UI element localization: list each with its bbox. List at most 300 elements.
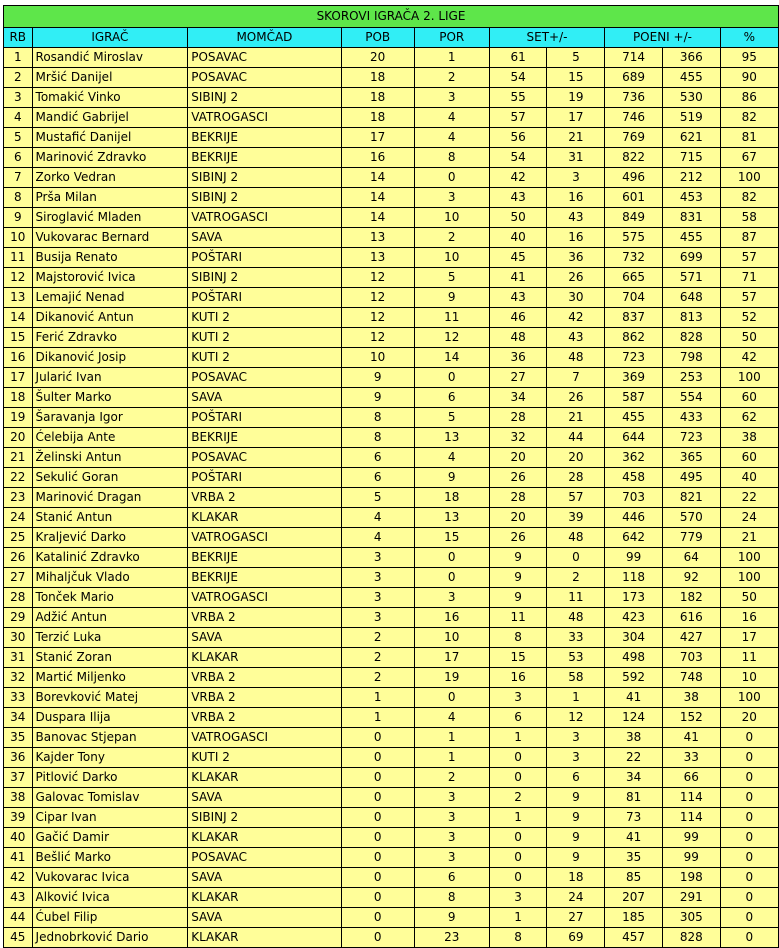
cell-losses: 5 [414, 268, 489, 288]
cell-win-percent: 0 [720, 748, 778, 768]
cell-wins: 9 [341, 368, 414, 388]
cell-wins: 3 [341, 568, 414, 588]
cell-points-lost: 570 [662, 508, 720, 528]
cell-sets-won: 3 [489, 688, 547, 708]
cell-points-won: 457 [605, 928, 663, 948]
cell-points-lost: 519 [662, 108, 720, 128]
cell-sets-won: 54 [489, 68, 547, 88]
cell-losses: 4 [414, 128, 489, 148]
cell-player-name: Adžić Antun [32, 608, 188, 628]
cell-points-lost: 798 [662, 348, 720, 368]
cell-player-name: Rosandić Miroslav [32, 48, 188, 68]
cell-player-name: Bešlić Marko [32, 848, 188, 868]
cell-rb: 45 [4, 928, 33, 948]
cell-win-percent: 0 [720, 828, 778, 848]
cell-points-won: 498 [605, 648, 663, 668]
cell-sets-lost: 12 [547, 708, 605, 728]
cell-sets-lost: 48 [547, 348, 605, 368]
cell-points-won: 601 [605, 188, 663, 208]
cell-player-name: Kajder Tony [32, 748, 188, 768]
cell-losses: 4 [414, 108, 489, 128]
cell-sets-won: 56 [489, 128, 547, 148]
cell-team-name: POSAVAC [188, 68, 341, 88]
header-rb: RB [4, 28, 33, 48]
cell-points-won: 22 [605, 748, 663, 768]
cell-wins: 18 [341, 108, 414, 128]
cell-wins: 0 [341, 828, 414, 848]
cell-points-won: 496 [605, 168, 663, 188]
cell-points-lost: 715 [662, 148, 720, 168]
cell-sets-won: 45 [489, 248, 547, 268]
cell-points-lost: 831 [662, 208, 720, 228]
cell-sets-lost: 26 [547, 268, 605, 288]
cell-rb: 8 [4, 188, 33, 208]
table-row [4, 388, 779, 408]
cell-sets-lost: 9 [547, 788, 605, 808]
cell-rb: 39 [4, 808, 33, 828]
cell-points-won: 99 [605, 548, 663, 568]
header-pct: % [720, 28, 778, 48]
cell-losses: 17 [414, 648, 489, 668]
cell-wins: 0 [341, 788, 414, 808]
cell-team-name: KLAKAR [188, 888, 341, 908]
cell-losses: 8 [414, 888, 489, 908]
cell-points-won: 714 [605, 48, 663, 68]
cell-rb: 2 [4, 68, 33, 88]
cell-win-percent: 24 [720, 508, 778, 528]
cell-losses: 0 [414, 568, 489, 588]
cell-win-percent: 57 [720, 288, 778, 308]
cell-sets-lost: 11 [547, 588, 605, 608]
cell-losses: 1 [414, 48, 489, 68]
cell-sets-lost: 26 [547, 388, 605, 408]
cell-team-name: BEKRIJE [188, 148, 341, 168]
cell-player-name: Sekulić Goran [32, 468, 188, 488]
cell-rb: 40 [4, 828, 33, 848]
cell-team-name: POSAVAC [188, 848, 341, 868]
cell-losses: 5 [414, 408, 489, 428]
cell-sets-won: 40 [489, 228, 547, 248]
cell-win-percent: 21 [720, 528, 778, 548]
cell-player-name: Tomakić Vinko [32, 88, 188, 108]
cell-player-name: Gačić Damir [32, 828, 188, 848]
cell-player-name: Dikanović Josip [32, 348, 188, 368]
cell-sets-won: 34 [489, 388, 547, 408]
cell-sets-won: 20 [489, 508, 547, 528]
cell-sets-won: 48 [489, 328, 547, 348]
header-row [4, 28, 779, 48]
cell-player-name: Ćelebija Ante [32, 428, 188, 448]
cell-sets-won: 0 [489, 868, 547, 888]
cell-win-percent: 42 [720, 348, 778, 368]
cell-points-won: 423 [605, 608, 663, 628]
cell-win-percent: 57 [720, 248, 778, 268]
cell-sets-lost: 30 [547, 288, 605, 308]
cell-team-name: VRBA 2 [188, 708, 341, 728]
cell-player-name: Katalinić Zdravko [32, 548, 188, 568]
cell-losses: 3 [414, 88, 489, 108]
cell-losses: 0 [414, 368, 489, 388]
cell-win-percent: 40 [720, 468, 778, 488]
cell-sets-lost: 28 [547, 468, 605, 488]
cell-team-name: POSAVAC [188, 368, 341, 388]
cell-sets-lost: 48 [547, 528, 605, 548]
cell-win-percent: 100 [720, 368, 778, 388]
cell-wins: 14 [341, 188, 414, 208]
cell-losses: 4 [414, 448, 489, 468]
cell-losses: 23 [414, 928, 489, 948]
cell-sets-lost: 16 [547, 188, 605, 208]
cell-points-lost: 828 [662, 328, 720, 348]
cell-win-percent: 50 [720, 588, 778, 608]
cell-points-won: 862 [605, 328, 663, 348]
cell-wins: 3 [341, 588, 414, 608]
cell-rb: 23 [4, 488, 33, 508]
cell-points-won: 185 [605, 908, 663, 928]
cell-points-lost: 828 [662, 928, 720, 948]
cell-team-name: SIBINJ 2 [188, 808, 341, 828]
cell-player-name: Vukovarac Bernard [32, 228, 188, 248]
cell-losses: 14 [414, 348, 489, 368]
cell-rb: 36 [4, 748, 33, 768]
cell-team-name: SIBINJ 2 [188, 88, 341, 108]
cell-sets-won: 57 [489, 108, 547, 128]
cell-player-name: Tonček Mario [32, 588, 188, 608]
cell-sets-won: 2 [489, 788, 547, 808]
cell-points-won: 587 [605, 388, 663, 408]
cell-sets-lost: 16 [547, 228, 605, 248]
cell-win-percent: 17 [720, 628, 778, 648]
table-row [4, 848, 779, 868]
cell-points-won: 41 [605, 688, 663, 708]
cell-rb: 37 [4, 768, 33, 788]
cell-points-won: 304 [605, 628, 663, 648]
cell-points-won: 207 [605, 888, 663, 908]
cell-wins: 8 [341, 428, 414, 448]
cell-points-lost: 38 [662, 688, 720, 708]
cell-player-name: Busija Renato [32, 248, 188, 268]
cell-sets-won: 6 [489, 708, 547, 728]
cell-player-name: Mustafić Danijel [32, 128, 188, 148]
cell-rb: 30 [4, 628, 33, 648]
cell-sets-lost: 43 [547, 208, 605, 228]
cell-player-name: Kraljević Darko [32, 528, 188, 548]
cell-points-won: 85 [605, 868, 663, 888]
cell-sets-lost: 17 [547, 108, 605, 128]
cell-losses: 3 [414, 188, 489, 208]
cell-losses: 8 [414, 148, 489, 168]
cell-team-name: KUTI 2 [188, 348, 341, 368]
cell-wins: 12 [341, 288, 414, 308]
table-row [4, 608, 779, 628]
cell-points-won: 723 [605, 348, 663, 368]
cell-win-percent: 20 [720, 708, 778, 728]
cell-points-won: 642 [605, 528, 663, 548]
cell-points-lost: 305 [662, 908, 720, 928]
cell-team-name: KUTI 2 [188, 308, 341, 328]
cell-points-won: 124 [605, 708, 663, 728]
table-row [4, 728, 779, 748]
cell-losses: 0 [414, 688, 489, 708]
table-row [4, 768, 779, 788]
table-row [4, 748, 779, 768]
cell-wins: 0 [341, 928, 414, 948]
cell-player-name: Borevković Matej [32, 688, 188, 708]
cell-sets-lost: 0 [547, 548, 605, 568]
cell-sets-won: 1 [489, 728, 547, 748]
header-sets: SET+/- [489, 28, 605, 48]
cell-points-lost: 66 [662, 768, 720, 788]
cell-win-percent: 0 [720, 728, 778, 748]
cell-player-name: Alković Ivica [32, 888, 188, 908]
cell-points-won: 35 [605, 848, 663, 868]
title-row [4, 6, 779, 28]
cell-sets-lost: 20 [547, 448, 605, 468]
cell-points-won: 746 [605, 108, 663, 128]
cell-points-lost: 427 [662, 628, 720, 648]
cell-sets-won: 36 [489, 348, 547, 368]
table-row [4, 68, 779, 88]
cell-sets-lost: 5 [547, 48, 605, 68]
cell-team-name: BEKRIJE [188, 568, 341, 588]
cell-team-name: KUTI 2 [188, 328, 341, 348]
cell-losses: 1 [414, 748, 489, 768]
cell-losses: 2 [414, 768, 489, 788]
cell-sets-lost: 19 [547, 88, 605, 108]
cell-sets-won: 42 [489, 168, 547, 188]
cell-points-won: 455 [605, 408, 663, 428]
cell-team-name: SAVA [188, 788, 341, 808]
cell-wins: 1 [341, 708, 414, 728]
cell-rb: 26 [4, 548, 33, 568]
cell-losses: 6 [414, 868, 489, 888]
cell-rb: 19 [4, 408, 33, 428]
cell-wins: 8 [341, 408, 414, 428]
header-wins: POB [341, 28, 414, 48]
cell-team-name: VATROGASCI [188, 588, 341, 608]
cell-points-lost: 433 [662, 408, 720, 428]
cell-rb: 41 [4, 848, 33, 868]
cell-player-name: Marinović Dragan [32, 488, 188, 508]
cell-player-name: Šaravanja Igor [32, 408, 188, 428]
cell-player-name: Vukovarac Ivica [32, 868, 188, 888]
table-row [4, 488, 779, 508]
cell-player-name: Martić Miljenko [32, 668, 188, 688]
cell-points-lost: 365 [662, 448, 720, 468]
cell-wins: 2 [341, 628, 414, 648]
cell-team-name: POŠTARI [188, 408, 341, 428]
cell-rb: 44 [4, 908, 33, 928]
cell-rb: 10 [4, 228, 33, 248]
cell-win-percent: 0 [720, 908, 778, 928]
table-row [4, 628, 779, 648]
cell-wins: 2 [341, 668, 414, 688]
table-row [4, 868, 779, 888]
cell-wins: 17 [341, 128, 414, 148]
cell-team-name: POSAVAC [188, 448, 341, 468]
cell-team-name: VRBA 2 [188, 668, 341, 688]
cell-sets-won: 55 [489, 88, 547, 108]
cell-wins: 4 [341, 508, 414, 528]
table-row [4, 408, 779, 428]
cell-points-lost: 530 [662, 88, 720, 108]
cell-team-name: SAVA [188, 908, 341, 928]
cell-sets-won: 41 [489, 268, 547, 288]
cell-losses: 3 [414, 808, 489, 828]
cell-wins: 0 [341, 848, 414, 868]
cell-losses: 10 [414, 248, 489, 268]
cell-player-name: Dikanović Antun [32, 308, 188, 328]
cell-sets-won: 9 [489, 588, 547, 608]
cell-player-name: Ferić Zdravko [32, 328, 188, 348]
cell-wins: 14 [341, 168, 414, 188]
cell-wins: 0 [341, 728, 414, 748]
cell-team-name: VRBA 2 [188, 488, 341, 508]
cell-team-name: KLAKAR [188, 508, 341, 528]
cell-win-percent: 100 [720, 688, 778, 708]
cell-losses: 10 [414, 628, 489, 648]
cell-points-won: 575 [605, 228, 663, 248]
cell-points-lost: 41 [662, 728, 720, 748]
cell-losses: 19 [414, 668, 489, 688]
cell-sets-won: 3 [489, 888, 547, 908]
cell-points-won: 458 [605, 468, 663, 488]
cell-team-name: VATROGASCI [188, 528, 341, 548]
cell-losses: 12 [414, 328, 489, 348]
cell-points-won: 118 [605, 568, 663, 588]
cell-points-won: 34 [605, 768, 663, 788]
cell-sets-lost: 15 [547, 68, 605, 88]
table-row [4, 548, 779, 568]
cell-sets-lost: 3 [547, 168, 605, 188]
cell-points-won: 81 [605, 788, 663, 808]
table-row [4, 468, 779, 488]
cell-sets-won: 43 [489, 188, 547, 208]
cell-win-percent: 11 [720, 648, 778, 668]
cell-win-percent: 82 [720, 108, 778, 128]
cell-points-won: 689 [605, 68, 663, 88]
cell-sets-won: 15 [489, 648, 547, 668]
cell-losses: 15 [414, 528, 489, 548]
cell-wins: 14 [341, 208, 414, 228]
cell-sets-lost: 3 [547, 728, 605, 748]
cell-rb: 9 [4, 208, 33, 228]
cell-losses: 2 [414, 228, 489, 248]
cell-team-name: VRBA 2 [188, 608, 341, 628]
cell-points-lost: 212 [662, 168, 720, 188]
cell-team-name: POŠTARI [188, 288, 341, 308]
cell-team-name: BEKRIJE [188, 428, 341, 448]
cell-points-lost: 152 [662, 708, 720, 728]
table-row [4, 88, 779, 108]
cell-points-won: 73 [605, 808, 663, 828]
scores-table [3, 5, 779, 948]
cell-losses: 9 [414, 468, 489, 488]
table-row [4, 248, 779, 268]
cell-points-won: 173 [605, 588, 663, 608]
cell-win-percent: 60 [720, 448, 778, 468]
table-title: SKOROVI IGRAČA 2. LIGE [4, 6, 779, 28]
cell-sets-won: 26 [489, 528, 547, 548]
cell-team-name: POŠTARI [188, 248, 341, 268]
cell-sets-lost: 1 [547, 688, 605, 708]
cell-sets-won: 0 [489, 768, 547, 788]
cell-sets-won: 43 [489, 288, 547, 308]
cell-player-name: Želinski Antun [32, 448, 188, 468]
cell-losses: 10 [414, 208, 489, 228]
cell-team-name: POSAVAC [188, 48, 341, 68]
cell-rb: 32 [4, 668, 33, 688]
table-row [4, 808, 779, 828]
cell-points-won: 822 [605, 148, 663, 168]
cell-losses: 3 [414, 828, 489, 848]
cell-wins: 0 [341, 868, 414, 888]
cell-points-lost: 554 [662, 388, 720, 408]
cell-sets-lost: 18 [547, 868, 605, 888]
cell-wins: 1 [341, 688, 414, 708]
cell-win-percent: 22 [720, 488, 778, 508]
cell-sets-lost: 2 [547, 568, 605, 588]
cell-points-lost: 92 [662, 568, 720, 588]
cell-points-lost: 253 [662, 368, 720, 388]
cell-player-name: Jednobrković Dario [32, 928, 188, 948]
cell-win-percent: 50 [720, 328, 778, 348]
cell-win-percent: 67 [720, 148, 778, 168]
cell-win-percent: 95 [720, 48, 778, 68]
cell-points-lost: 33 [662, 748, 720, 768]
cell-points-lost: 114 [662, 788, 720, 808]
cell-losses: 11 [414, 308, 489, 328]
cell-points-won: 369 [605, 368, 663, 388]
table-row [4, 108, 779, 128]
cell-wins: 12 [341, 328, 414, 348]
cell-win-percent: 0 [720, 768, 778, 788]
cell-team-name: VRBA 2 [188, 688, 341, 708]
cell-losses: 13 [414, 428, 489, 448]
cell-player-name: Lemajić Nenad [32, 288, 188, 308]
cell-player-name: Stanić Zoran [32, 648, 188, 668]
cell-team-name: SAVA [188, 868, 341, 888]
cell-rb: 3 [4, 88, 33, 108]
cell-win-percent: 81 [720, 128, 778, 148]
cell-wins: 9 [341, 388, 414, 408]
cell-points-lost: 182 [662, 588, 720, 608]
cell-sets-won: 32 [489, 428, 547, 448]
table-row [4, 708, 779, 728]
table-row [4, 268, 779, 288]
cell-win-percent: 38 [720, 428, 778, 448]
cell-rb: 43 [4, 888, 33, 908]
table-row [4, 208, 779, 228]
cell-wins: 18 [341, 68, 414, 88]
cell-points-lost: 99 [662, 828, 720, 848]
cell-rb: 16 [4, 348, 33, 368]
cell-rb: 27 [4, 568, 33, 588]
cell-wins: 0 [341, 808, 414, 828]
cell-wins: 0 [341, 768, 414, 788]
cell-sets-won: 8 [489, 928, 547, 948]
cell-points-lost: 748 [662, 668, 720, 688]
cell-points-lost: 366 [662, 48, 720, 68]
cell-team-name: KLAKAR [188, 828, 341, 848]
cell-player-name: Stanić Antun [32, 508, 188, 528]
cell-team-name: KLAKAR [188, 928, 341, 948]
cell-team-name: SIBINJ 2 [188, 188, 341, 208]
cell-points-won: 644 [605, 428, 663, 448]
cell-sets-lost: 48 [547, 608, 605, 628]
cell-points-lost: 571 [662, 268, 720, 288]
cell-sets-lost: 9 [547, 828, 605, 848]
